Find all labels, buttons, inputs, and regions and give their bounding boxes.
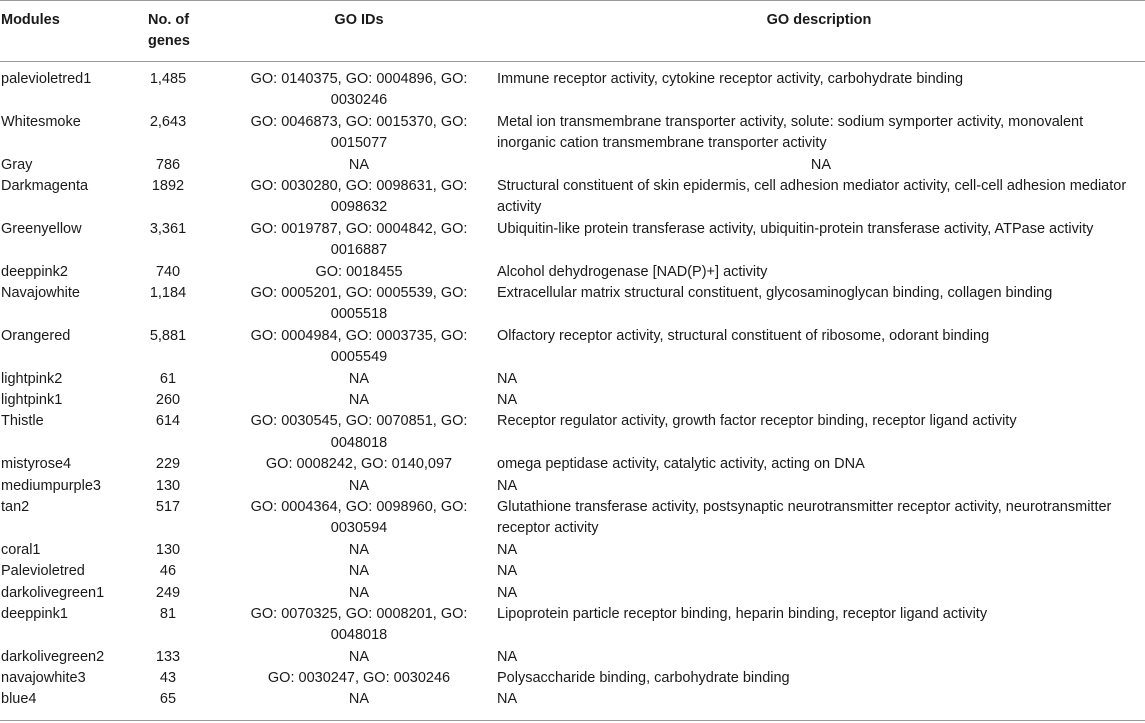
cell-module: Gray [1, 156, 33, 173]
cell-module: deeppink1 [1, 605, 68, 622]
cell-num-genes: 81 [159, 605, 177, 622]
cell-num-genes: 1,184 [149, 284, 187, 301]
table-row [0, 647, 1145, 668]
header-num-genes-line1: No. of [148, 12, 190, 28]
cell-num-genes: 43 [159, 670, 177, 687]
cell-num-genes: 614 [155, 413, 181, 430]
cell-module: mediumpurple3 [1, 477, 101, 494]
cell-go-ids: NA [348, 541, 370, 558]
table-body [0, 69, 1145, 711]
cell-go-ids: GO: 0030247, GO: 0030246 [267, 670, 451, 687]
cell-module: darkolivegreen2 [1, 648, 105, 665]
cell-num-genes: 229 [155, 456, 181, 473]
cell-num-genes: 740 [155, 263, 181, 280]
header-rule [0, 61, 1145, 62]
header-num-genes-line2: genes [148, 33, 190, 49]
header-go-description: GO description [766, 12, 872, 28]
table-row [0, 69, 1145, 112]
cell-go-description: NA [497, 584, 518, 601]
cell-go-description: Glutathione transferase activity, postsynaptic neurotransmitter receptor activity, neurotransmitter receptor activity [497, 498, 1112, 537]
cell-go-description: NA [810, 156, 832, 173]
cell-module: Darkmagenta [1, 177, 89, 194]
cell-num-genes: 3,361 [149, 220, 187, 237]
cell-module: Whitesmoke [1, 113, 81, 130]
table-row [0, 262, 1145, 283]
table-row [0, 283, 1145, 326]
table-bottom-rule [0, 720, 1145, 721]
cell-go-description: Receptor regulator activity, growth factor receptor binding, receptor ligand activity [497, 413, 1017, 430]
table-row [0, 369, 1145, 390]
cell-module: coral1 [1, 541, 41, 558]
cell-go-ids: NA [348, 648, 370, 665]
table-row [0, 454, 1145, 475]
cell-module: Palevioletred [1, 563, 85, 580]
table-row [0, 561, 1145, 582]
cell-num-genes: 1892 [151, 177, 185, 194]
cell-go-ids: NA [348, 477, 370, 494]
cell-num-genes: 249 [155, 584, 181, 601]
cell-go-ids: NA [348, 370, 370, 387]
cell-module: palevioletred1 [1, 71, 92, 87]
cell-go-description: omega peptidase activity, catalytic activity, acting on DNA [497, 456, 865, 473]
cell-num-genes: 5,881 [149, 327, 187, 344]
header-modules: Modules [1, 12, 60, 28]
table-row [0, 689, 1145, 710]
cell-go-description: Alcohol dehydrogenase [NAD(P)+] activity [497, 263, 768, 280]
cell-go-ids: GO: 0070325, GO: 0008201, GO: 0048018 [250, 605, 468, 644]
cell-go-ids: GO: 0005201, GO: 0005539, GO: 0005518 [250, 284, 468, 323]
cell-num-genes: 260 [155, 391, 181, 408]
cell-go-description: NA [497, 391, 518, 408]
cell-module: lightpink1 [1, 391, 63, 408]
cell-go-ids: GO: 0008242, GO: 0140,097 [265, 456, 453, 473]
cell-num-genes: 786 [155, 156, 181, 173]
cell-module: mistyrose4 [1, 456, 72, 473]
cell-go-description: Extracellular matrix structural constituent, glycosaminoglycan binding, collagen binding [497, 284, 1053, 301]
cell-module: Greenyellow [1, 220, 82, 237]
cell-go-description: NA [497, 563, 518, 580]
cell-num-genes: 133 [155, 648, 181, 665]
cell-go-description: Lipoprotein particle receptor binding, heparin binding, receptor ligand activity [497, 605, 988, 622]
cell-go-ids: GO: 0019787, GO: 0004842, GO: 0016887 [250, 220, 468, 259]
table-row [0, 390, 1145, 411]
cell-go-description: Metal ion transmembrane transporter activity, solute: sodium symporter activity, monovalent inorganic cation transmembrane transporter activity [497, 113, 1084, 152]
table-row [0, 476, 1145, 497]
cell-module: Orangered [1, 327, 71, 344]
cell-go-ids: NA [348, 691, 370, 708]
cell-go-description: Immune receptor activity, cytokine receptor activity, carbohydrate binding [497, 71, 964, 87]
cell-go-description: NA [497, 370, 518, 387]
cell-go-ids: NA [348, 391, 370, 408]
cell-go-description: Polysaccharide binding, carbohydrate binding [497, 670, 790, 687]
cell-num-genes: 2,643 [149, 113, 187, 130]
cell-go-ids: GO: 0030280, GO: 0098631, GO: 0098632 [250, 177, 468, 216]
table-row [0, 668, 1145, 689]
cell-module: blue4 [1, 691, 37, 708]
cell-go-ids: NA [348, 156, 370, 173]
cell-num-genes: 61 [159, 370, 177, 387]
cell-go-description: Structural constituent of skin epidermis, cell adhesion mediator activity, cell-cell adhesion mediator activity [497, 177, 1127, 216]
cell-module: navajowhite3 [1, 670, 86, 687]
cell-go-ids: GO: 0018455 [315, 263, 403, 280]
cell-go-ids: GO: 0004364, GO: 0098960, GO: 0030594 [250, 498, 468, 537]
table-row [0, 411, 1145, 454]
table-header [0, 0, 1145, 61]
table-row [0, 540, 1145, 561]
cell-go-description: Ubiquitin-like protein transferase activity, ubiquitin-protein transferase activity, ATPase activity [497, 220, 1094, 237]
header-num-genes [148, 10, 198, 52]
table-row [0, 219, 1145, 262]
cell-module: deeppink2 [1, 263, 68, 280]
cell-go-ids: NA [348, 563, 370, 580]
cell-go-ids: NA [348, 584, 370, 601]
table-row [0, 604, 1145, 647]
cell-num-genes: 65 [159, 691, 177, 708]
cell-go-description: NA [497, 691, 518, 708]
cell-go-ids: GO: 0030545, GO: 0070851, GO: 0048018 [250, 413, 468, 451]
cell-module: Thistle [1, 413, 44, 430]
cell-module: Navajowhite [1, 284, 80, 301]
cell-go-ids: GO: 0046873, GO: 0015370, GO: 0015077 [250, 113, 468, 152]
cell-go-description: NA [497, 648, 518, 665]
cell-go-description: Olfactory receptor activity, structural constituent of ribosome, odorant binding [497, 327, 990, 344]
table-row [0, 583, 1145, 604]
cell-go-ids: GO: 0004984, GO: 0003735, GO: 0005549 [250, 327, 468, 366]
cell-num-genes: 517 [155, 498, 181, 515]
cell-num-genes: 1,485 [149, 71, 187, 87]
cell-num-genes: 130 [155, 541, 181, 558]
cell-module: tan2 [1, 498, 30, 515]
table-row [0, 326, 1145, 369]
header-go-ids: GO IDs [334, 12, 384, 28]
table-row [0, 497, 1145, 540]
cell-num-genes: 130 [155, 477, 181, 494]
cell-num-genes: 46 [159, 563, 177, 580]
cell-module: lightpink2 [1, 370, 63, 387]
cell-go-ids: GO: 0140375, GO: 0004896, GO: 0030246 [250, 71, 468, 109]
cell-go-description: NA [497, 541, 518, 558]
cell-module: darkolivegreen1 [1, 584, 105, 601]
table-row [0, 176, 1145, 219]
table-row [0, 155, 1145, 176]
cell-go-description: NA [497, 477, 518, 494]
table-row [0, 112, 1145, 155]
